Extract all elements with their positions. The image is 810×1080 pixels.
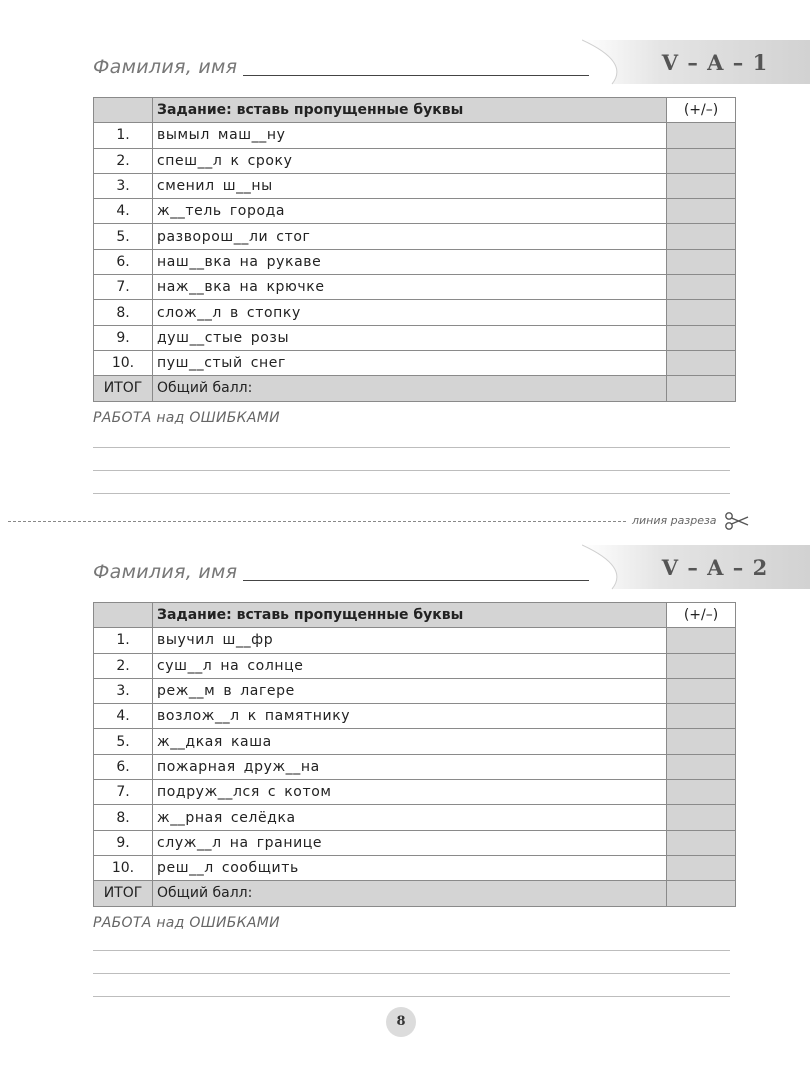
table-row	[94, 653, 736, 678]
row-mark-cell[interactable]	[667, 805, 736, 830]
row-task-text: сменил ш__ны	[153, 173, 667, 198]
row-task-text: наш__вка на рукаве	[153, 249, 667, 274]
table-row	[94, 830, 736, 855]
table-row	[94, 729, 736, 754]
row-mark-cell[interactable]	[667, 855, 736, 880]
row-number: 7.	[94, 275, 153, 300]
task-table	[93, 602, 736, 907]
row-task-text: спеш__л к сроку	[153, 148, 667, 173]
table-row	[94, 855, 736, 880]
writing-line[interactable]	[93, 493, 730, 494]
scissors-icon	[724, 510, 750, 532]
errors-title: РАБОТА над ОШИБКАМИ	[93, 915, 280, 931]
variant-tab	[582, 38, 810, 86]
row-task-text: пожарная друж__на	[153, 754, 667, 779]
row-task-text: реж__м в лагере	[153, 678, 667, 703]
row-number: 10.	[94, 350, 153, 375]
writing-line[interactable]	[93, 950, 730, 951]
table-row	[94, 780, 736, 805]
row-number: 3.	[94, 173, 153, 198]
row-number: 4.	[94, 199, 153, 224]
name-label: Фамилия, имя	[93, 561, 238, 583]
writing-line[interactable]	[93, 447, 730, 448]
table-row	[94, 199, 736, 224]
row-mark-cell[interactable]	[667, 704, 736, 729]
cut-line-label: линия разреза	[632, 514, 717, 527]
table-row	[94, 628, 736, 653]
row-mark-cell[interactable]	[667, 678, 736, 703]
table-row	[94, 350, 736, 375]
table-header-row	[94, 98, 736, 123]
table-row	[94, 805, 736, 830]
row-task-text: ж__дкая каша	[153, 729, 667, 754]
row-task-text: подруж__лся с котом	[153, 780, 667, 805]
row-mark-cell[interactable]	[667, 628, 736, 653]
row-number: 3.	[94, 678, 153, 703]
row-number: 4.	[94, 704, 153, 729]
row-number: 6.	[94, 754, 153, 779]
row-task-text: служ__л на границе	[153, 830, 667, 855]
row-number: 1.	[94, 123, 153, 148]
total-label: ИТОГ	[94, 376, 153, 401]
row-mark-cell[interactable]	[667, 653, 736, 678]
row-number: 9.	[94, 830, 153, 855]
row-mark-cell[interactable]	[667, 148, 736, 173]
row-task-text: возлож__л к памятнику	[153, 704, 667, 729]
table-row	[94, 754, 736, 779]
name-field	[93, 56, 593, 82]
table-row	[94, 249, 736, 274]
row-mark-cell[interactable]	[667, 173, 736, 198]
row-number: 6.	[94, 249, 153, 274]
row-number: 2.	[94, 148, 153, 173]
row-number: 5.	[94, 729, 153, 754]
writing-line[interactable]	[93, 996, 730, 997]
name-input-line[interactable]	[243, 580, 589, 581]
table-row	[94, 325, 736, 350]
row-mark-cell[interactable]	[667, 325, 736, 350]
row-task-text: выучил ш__фр	[153, 628, 667, 653]
cut-dashed-line	[8, 521, 626, 522]
row-mark-cell[interactable]	[667, 830, 736, 855]
row-task-text: разворош__ли стог	[153, 224, 667, 249]
row-mark-cell[interactable]	[667, 275, 736, 300]
row-number: 10.	[94, 855, 153, 880]
table-row	[94, 224, 736, 249]
header-mark: (+/–)	[667, 98, 736, 123]
name-field	[93, 561, 593, 587]
name-label: Фамилия, имя	[93, 56, 238, 78]
total-score-cell[interactable]	[667, 376, 736, 401]
row-number: 2.	[94, 653, 153, 678]
errors-title: РАБОТА над ОШИБКАМИ	[93, 410, 280, 426]
row-number: 9.	[94, 325, 153, 350]
header-mark: (+/–)	[667, 603, 736, 628]
writing-line[interactable]	[93, 973, 730, 974]
table-row	[94, 704, 736, 729]
variant-code: V – A – 2	[661, 555, 769, 580]
row-task-text: реш__л сообщить	[153, 855, 667, 880]
table-row	[94, 275, 736, 300]
row-number: 7.	[94, 780, 153, 805]
row-mark-cell[interactable]	[667, 224, 736, 249]
row-mark-cell[interactable]	[667, 123, 736, 148]
header-num	[94, 98, 153, 123]
row-number: 8.	[94, 300, 153, 325]
row-number: 1.	[94, 628, 153, 653]
row-number: 8.	[94, 805, 153, 830]
variant-code: V – A – 1	[661, 50, 769, 75]
row-mark-cell[interactable]	[667, 350, 736, 375]
table-row	[94, 148, 736, 173]
table-row	[94, 678, 736, 703]
total-score-cell[interactable]	[667, 881, 736, 906]
row-task-text: суш__л на солнце	[153, 653, 667, 678]
row-task-text: вымыл маш__ну	[153, 123, 667, 148]
total-score-text: Общий балл:	[153, 881, 667, 906]
row-task-text: пуш__стый снег	[153, 350, 667, 375]
row-mark-cell[interactable]	[667, 300, 736, 325]
row-mark-cell[interactable]	[667, 249, 736, 274]
total-row	[94, 881, 736, 906]
header-task: Задание: вставь пропущенные буквы	[153, 98, 667, 123]
task-table	[93, 97, 736, 402]
row-task-text: слож__л в стопку	[153, 300, 667, 325]
table-row	[94, 123, 736, 148]
row-mark-cell[interactable]	[667, 199, 736, 224]
row-mark-cell[interactable]	[667, 729, 736, 754]
header-num	[94, 603, 153, 628]
writing-line[interactable]	[93, 470, 730, 471]
row-task-text: душ__стые розы	[153, 325, 667, 350]
table-row	[94, 173, 736, 198]
table-row	[94, 300, 736, 325]
row-number: 5.	[94, 224, 153, 249]
variant-tab	[582, 543, 810, 591]
total-score-text: Общий балл:	[153, 376, 667, 401]
name-input-line[interactable]	[243, 75, 589, 76]
row-task-text: ж__тель города	[153, 199, 667, 224]
table-header-row	[94, 603, 736, 628]
total-label: ИТОГ	[94, 881, 153, 906]
header-task: Задание: вставь пропущенные буквы	[153, 603, 667, 628]
cut-line	[0, 512, 810, 532]
row-task-text: ж__рная селёдка	[153, 805, 667, 830]
total-row	[94, 376, 736, 401]
row-task-text: наж__вка на крючке	[153, 275, 667, 300]
row-mark-cell[interactable]	[667, 780, 736, 805]
row-mark-cell[interactable]	[667, 754, 736, 779]
page-number: 8	[386, 1007, 416, 1037]
